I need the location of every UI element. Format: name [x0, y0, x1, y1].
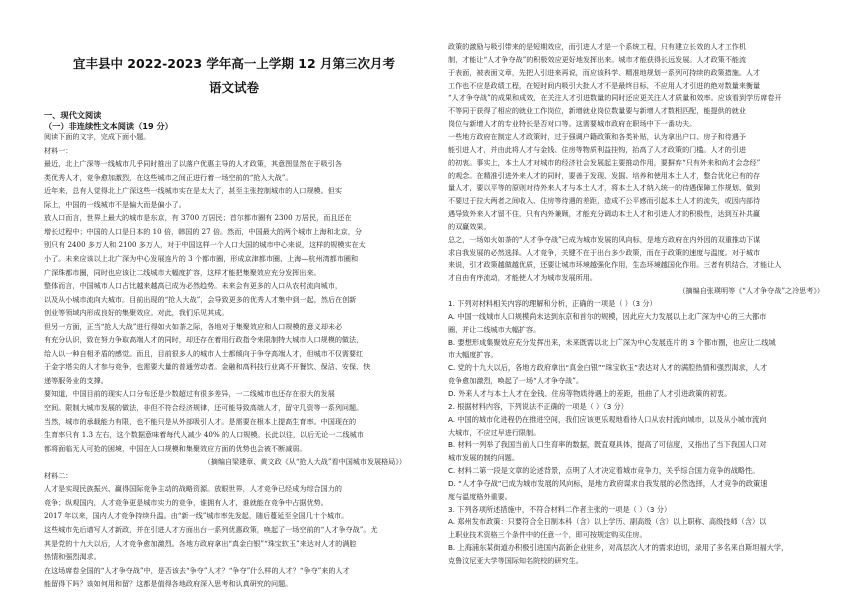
text-line: 竞争愈加激烈，唤起了一场“人才争夺战”。	[448, 376, 583, 386]
text-line: 市大幅度扩容。	[448, 350, 498, 360]
text-line: 广深珠都市圈，同时也应该让二线城市大幅度扩容，这样才能把集聚效应充分发挥出来。	[44, 267, 321, 277]
text-line: 政策的激励与吸引带来的是短期效应，而引进人才是一个系统工程，只有建立长效的人才工作机	[448, 42, 746, 51]
text-line: 阅读下面的文字，完成下面小题。	[44, 132, 151, 141]
text-line: 于金字塔尖的人才参与竞争，也需要大量的普通劳动者。金融和高科技行业离不开餐饮、保洁、安保、快	[44, 362, 371, 372]
text-line: A. 中国的城市化进程仍在推进空间，我们应该更乐观地看待人口从农村流向城市，以及从小城市流向	[448, 414, 767, 424]
text-line: 能留得下吗？该如何用和留？这都是值得各地政府深入思考和认真研究的问题。	[44, 579, 293, 589]
text-line: 要知道，中国目前的现实人口分布还是少数超过有很多差异，一二线城市也还存在很大的发展	[44, 389, 335, 399]
text-line: 最近，北上广深等一线城市几乎同时推出了以落户优惠主导的人才政策，其意图显然在于吸引各	[44, 159, 342, 169]
subsection-heading: （一）非连续性文本阅读（19 分）	[44, 121, 173, 131]
page-subtitle: 语文试卷	[208, 80, 259, 95]
text-line: 其是党的十九大以后，人才竞争愈加激烈。各地方政府拿出“真金白银”“珠宝软玉”来达对人才的满腔	[44, 538, 357, 548]
text-line: 的观念。在精准引进外来人才的同时，要善于发现、发掘、培养和使用本土人才，整合优化已有的存	[448, 170, 761, 180]
text-line: 材料一：	[44, 145, 73, 155]
text-line: C. 材料二第一段是文章的论述背景，点明了人才决定着城市竞争力，关乎综合国力竞争的战略性。	[448, 466, 760, 476]
text-line: C. 党的十九大以后，各地方政府拿出“真金白银”“珠宝软玉”表达对人才的满腔热情和强烈渴求，人才	[448, 363, 768, 373]
text-line: 整体而言，中国城市人口占比越来越高已成为必然趋势。未来会有更多的人口从农村流向城市，	[44, 281, 342, 291]
text-line: 际上，中国的一线城市不是偏大而是偏小了。	[44, 199, 186, 209]
text-line: 岗位与新增人才的专业特长是否对口等。这需要城市政府在职场中下一番功夫。	[448, 119, 697, 129]
text-line: 圈，并让二线城市大幅扩容。	[448, 324, 541, 334]
text-line: 的初衷。事实上，本土人才对城市的经济社会发展起主要推动作用，要摒弃“只有外来和尚才会念经”	[448, 157, 761, 167]
text-line: 有充分认识，致在努力争取高端人才的同时，却还存在着用行政指令来限制特大城市人口规模的做法，	[44, 335, 364, 345]
page-title: 宜丰县中 2022-2023 学年高一上学期 12 月第三次月考	[72, 56, 396, 71]
text-line: 量人才，要以平等的原则对待外来人才与本土人才，将本土人才纳入统一的待遇保障工作规划、做到	[448, 183, 761, 193]
text-line: 上职业技术资格三个条件中的任意一个，即可按规定购买住房。	[448, 530, 647, 540]
text-line: 都将面临无人可抢的困境，中国在人口规模和集聚效应方面的优势也会被不断减弱。	[44, 443, 307, 453]
text-line: 材料二：	[44, 470, 73, 480]
text-line: 才自由有序流动，才能使人才为城市发展所用。	[448, 273, 597, 283]
text-line: 这些城市先后谱写人才新政，并在引进人才方面出台一系列优惠政策，唤起了一场空前的“人才争夺战”。尤	[44, 524, 378, 534]
text-line: 总之，一场如火如荼的“人才争夺战”已成为城市发展的风向标，是地方政府在内外因的双重推动下谋	[448, 234, 761, 244]
text-line: 但另一方面，正当“抢人大战”进行得如火如荼之际，各地对于集聚效应和人口规模的意义却未必	[44, 321, 343, 331]
text-line: 一些地方政府在制定人才政策时，过于强调户籍政策和各类补贴，认为拿出户口、房子和待遇予	[448, 131, 746, 141]
text-line: 克鲁汶尼亚大学等国际知名院校的研究生。	[448, 556, 583, 565]
text-line: 求自我发展的必然选择。人才竞争，关键不在于出台多少政策，而在于政策的速度与温度。对于城市	[448, 247, 761, 257]
text-line: 不要过于拉大两者之间收入、住房等待遇的差距，造成不公平感而引起本土人才的流失，或因内部待	[448, 196, 761, 206]
text-line: 小了。未来应该以上北广深为中心发展连片的 3 个都市圈，形成京津都市圈、上海—杭州湾都市圈和	[44, 253, 359, 263]
section-heading: 一、现代文阅读	[44, 110, 102, 120]
text-line: 递等服务业的支撑。	[44, 375, 108, 385]
text-line: 于表面，被表面文章，先把人引进来再说，而应该科学、精准地规划一系列可持续的政策措施。人才	[448, 67, 761, 77]
text-line: 度与温度格外重要。	[448, 491, 512, 501]
text-line: 当然，城市的承载能力有限，也不能只是从外部吸引人才。是需要在根本上提高生育率。中国现在的	[44, 416, 357, 426]
text-line: 不等同于获得了相应的就业工作岗位，新增就业岗位数量要与新增人才数相匹配，能提供的就业	[448, 106, 746, 116]
text-line: D. 外来人才与本土人才在金钱、住房等物质待遇上的差距，扭曲了人才引进政策的初衷。	[448, 388, 732, 398]
text-line: 2017 年以来，国内人才竞争持续升温。由“新一线”城市率先发起，随后蔓延至全国几十个城市。	[44, 511, 349, 521]
text-line: 人才是实现民族振兴、赢得国际竞争主动的战略资源。放眼世界，人才竞争已经成为综合国力的	[44, 484, 342, 494]
text-line: （摘编自张瑛明等《“人才争夺战”之冷思考》）	[678, 286, 824, 296]
text-line: 来说，引才政策越做越优质，还要让城市环境越强化作用，生态环境越国化作用。三者有机结合，才能让人	[448, 260, 782, 270]
text-line: 给人以一种自相矛盾的感觉。而且，目前很多人的城市人士都倾向于争夺高端人才，但城市不仅需要红	[44, 348, 364, 358]
text-line: B. 要想形成集聚效应充分发挥出来，未来既需以北上广深为中心发展连片的 3 个都市圈，也应让二线城	[448, 337, 776, 347]
text-line: B. 上海浦东某街道办积极引进国内高新企业驻乡，对高层次人才的需求迫切，录用了多名来自斯坦福大学，	[448, 543, 789, 553]
text-line: A. 中国一线城市人口规模尚未达到东京和首尔的规模，因此应大力发展以上北广深为中心的三大都市	[448, 311, 767, 321]
text-line: 制，才能让“人才争夺战”的积极效应更好地发挥出来。城市才能获得长远发展。人才政策不能流	[448, 54, 747, 64]
text-line: 遇导致外来人才留不住，只有内外兼顾，才能充分调动本土人才和引进人才的积极性，达到互补共赢	[448, 209, 761, 219]
text-line: 能引进人才，并由此将人才与金钱、住房等物质利益挂钩，抬高了人才政策的门槛。人才的引进	[448, 144, 746, 154]
text-line: 的双赢效果。	[448, 221, 491, 231]
text-line: （摘编自梁建章、黄文政《从“抢人大战”看中国城市发展格局》）	[203, 457, 406, 467]
text-line: A. 郑州发布政策：只要符合全日制本科（含）以上学历、副高级（含）以上职称、高级技师（含）以	[448, 517, 767, 527]
text-line: 竞争；纵观国内，人才竞争更是城市实力的竞争，谁拥有人才，谁就能在竞争中占据优势。	[44, 497, 328, 507]
text-line: 3. 下列各项所述措施中，不符合材料二作者主张的一项是（ ）（3 分）	[448, 504, 672, 514]
text-line: 工作也不应是政绩工程，在短时间内吸引大批人才不是最终目标，不应用人才引进的绝对数量来衡量	[448, 80, 761, 90]
text-line: D. “人才争夺战”已成为城市发展的风向标，是地方政府谋求自我发展的必然选择，人才竞争的政策速	[448, 478, 768, 488]
text-line: 近年来，总有人觉得北上广深这些一线城市实在是太大了，甚至主张控制城市的人口规模。但实	[44, 186, 342, 196]
text-line: 放人口而言，世界上最大的城市是东京，有 3700 万居民；首尔都市圈有 2300 万居民，而且还在	[44, 213, 352, 223]
text-line: B. 材料一列举了我国当前人口生育率的数据，既直观具体，提高了可信度，又指出了当下我国人口对	[448, 440, 767, 450]
text-line: 以及从小城市流向大城市。目前出现的“抢人大战”，会导致更多的优秀人才集中到一起，然后在创新	[44, 294, 357, 304]
text-line: 1. 下列对材料相关内容的理解和分析，正确的一项是（ ）（3 分）	[448, 299, 657, 308]
text-line: 大城市，不应过早进行限制。	[448, 427, 541, 437]
text-line: 生育率只有 1.3 左右，这个数据意味着每代人减少 40% 的人口规模。长此以往，以后无论一二线城市	[44, 430, 364, 440]
text-line: 空间。限制大城市发展的做法，非但不符合经济规律，还可能导致高端人才，留守几资等一系列问题。	[44, 403, 364, 412]
text-line: 在这场席卷全国的“人才争夺战”中，是否该去“争夺”人才？“争夺”什么样的人才？“争夺”来的人才	[44, 565, 350, 575]
text-line: 创业等领域内形成良好的集聚效应。对此，我们乐见其成。	[44, 308, 229, 318]
text-line: 热情和强烈渴求。	[44, 552, 101, 562]
text-line: 别只有 2400 多万人和 2100 多万人，对于中国这样一个人口大国的城市中心来说，这样的规模实在太	[44, 240, 366, 250]
text-line: 2. 根据材料内容，下列说法不正确的一项是（ ）（3 分）	[448, 401, 628, 411]
text-line: 类优秀人才，竞争愈加激烈，在这些城市之间正进行着一场空前的“抢人大战”。	[44, 172, 293, 182]
text-line: 增长过程中；中国的人口是日本的 10 倍，韩国的 27 倍。然而，中国最大的两个城市上海和北京，分	[44, 226, 362, 236]
text-line: 城市发展的制约问题。	[448, 453, 519, 463]
text-line: “人才争夺战”的成果和成效，在关注人才引进数量的同时还应更关注人才质量和效率。应该看到学历席卷开	[448, 93, 782, 103]
